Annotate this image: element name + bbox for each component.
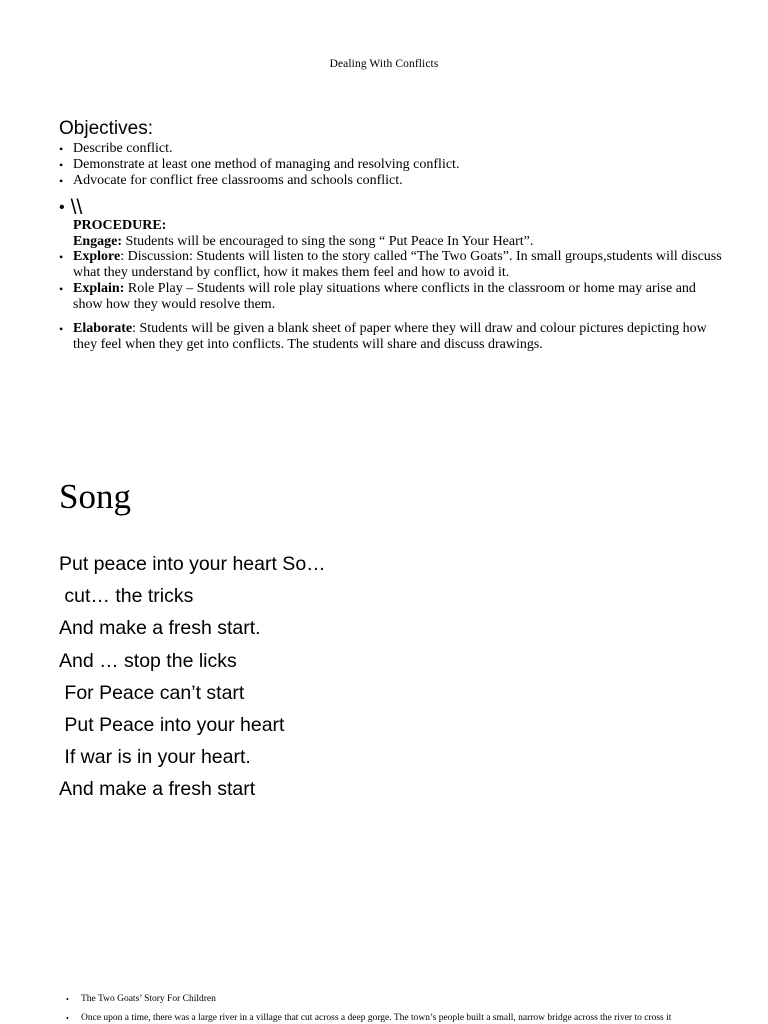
- bullet-icon: •: [59, 282, 64, 296]
- bullet-icon: •: [59, 158, 64, 172]
- procedure-block: [73, 218, 713, 250]
- story-text: Once upon a time, there was a large river in a village that cut across a deep gorge. The town’s people built a small, narrow bridge across the river to cross it: [81, 1013, 672, 1023]
- song-line: And make a fresh start: [59, 778, 256, 801]
- objective-item: [59, 173, 723, 189]
- procedure-engage: [73, 234, 713, 250]
- objective-text: Describe conflict.: [73, 141, 173, 156]
- song-heading: Song: [59, 477, 131, 516]
- bullet-icon: •: [59, 322, 64, 336]
- song-line: cut… the tricks: [59, 585, 194, 608]
- engage-label: Engage:: [73, 234, 122, 249]
- song-line: For Peace can’t start: [59, 681, 245, 704]
- procedure-item-text: : Discussion: Students will listen to the story called “The Two Goats”. In small groups,students will discuss what they understand by conflict, how it makes them feel and how to avoid it.: [73, 249, 722, 280]
- procedure-list: [59, 249, 723, 353]
- objective-text: Advocate for conflict free classrooms and schools conflict.: [73, 173, 403, 188]
- song-line: Put peace into your heart So…: [59, 553, 326, 575]
- procedure-heading: PROCEDURE:: [73, 218, 167, 233]
- song-line: If war is in your heart.: [59, 746, 251, 769]
- procedure-item-explore: [59, 249, 723, 281]
- song-lyrics: [59, 548, 326, 806]
- bullet-icon: •: [59, 142, 64, 156]
- objective-text: Demonstrate at least one method of managing and resolving conflict.: [73, 157, 460, 172]
- bullet-icon: •: [66, 995, 69, 1004]
- story-item: [66, 1013, 731, 1024]
- engage-text: Students will be encouraged to sing the song “ Put Peace In Your Heart”.: [122, 234, 534, 249]
- procedure-item-label: Explore: [73, 249, 121, 264]
- story-list: [66, 994, 731, 1024]
- objective-item: [59, 141, 723, 157]
- song-line: And … stop the licks: [59, 649, 237, 672]
- procedure-item-elaborate: [59, 321, 723, 353]
- objectives-heading: Objectives:: [59, 118, 153, 139]
- objectives-list: [59, 141, 723, 189]
- procedure-item-label: Elaborate: [73, 321, 133, 336]
- procedure-item-label: Explain:: [73, 281, 125, 296]
- procedure-item-text: : Students will be given a blank sheet of paper where they will draw and colour pictures depicting how they feel when they get into conflicts. The students will share and discuss drawings.: [73, 321, 707, 352]
- story-title: The Two Goats’ Story For Children: [81, 994, 216, 1004]
- objective-item: [59, 157, 723, 173]
- page-title: Dealing With Conflicts: [329, 58, 439, 70]
- song-line: And make a fresh start.: [59, 617, 261, 640]
- procedure-item-explain: [59, 281, 723, 313]
- bullet-icon: •: [66, 1014, 69, 1023]
- bullet-icon: •: [59, 174, 64, 188]
- song-line: Put Peace into your heart: [59, 714, 285, 737]
- story-item: [66, 994, 731, 1005]
- stray-bullet-text: \\: [70, 196, 83, 219]
- bullet-icon: •: [59, 199, 65, 216]
- bullet-icon: •: [59, 250, 64, 264]
- procedure-item-text: Role Play – Students will role play situations where conflicts in the classroom or home may arise and show how they would resolve them.: [73, 281, 696, 312]
